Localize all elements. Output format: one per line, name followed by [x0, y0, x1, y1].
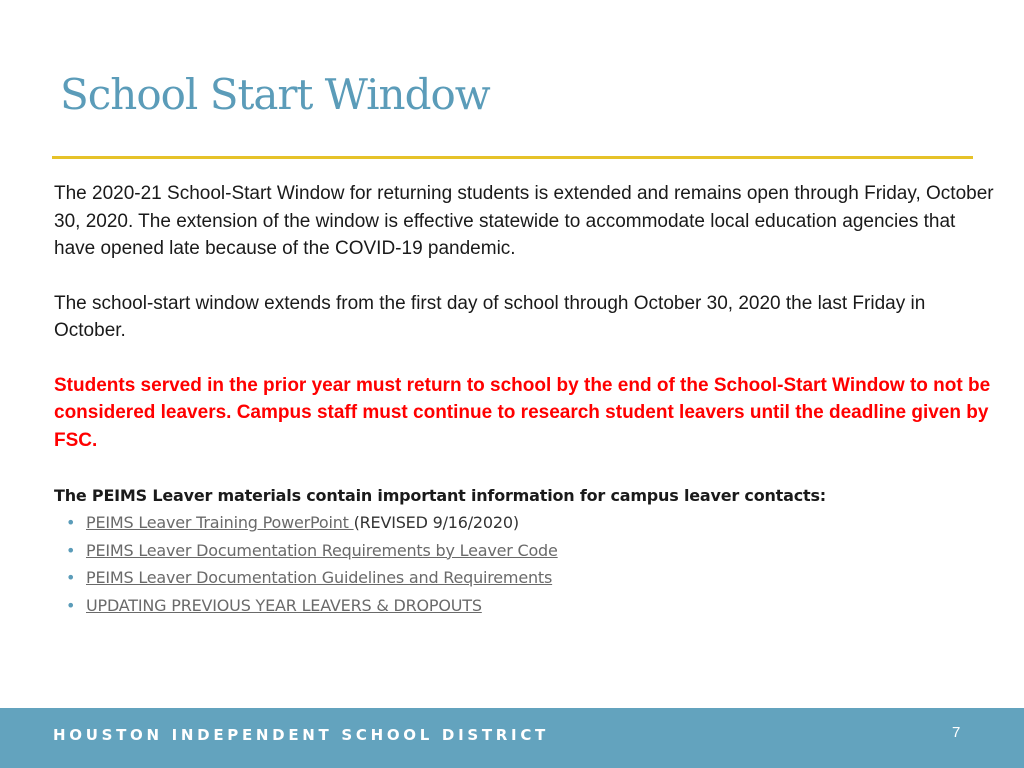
page-number: 7: [952, 724, 961, 741]
list-item: [66, 537, 994, 565]
list-item: [66, 509, 994, 537]
updating-leavers-dropouts-link[interactable]: UPDATING PREVIOUS YEAR LEAVERS & DROPOUTS: [86, 595, 482, 615]
documentation-guidelines-link[interactable]: PEIMS Leaver Documentation Guidelines and Requirements: [86, 568, 553, 587]
slide-body: [54, 180, 994, 619]
list-item: [66, 564, 994, 592]
documentation-requirements-link[interactable]: PEIMS Leaver Documentation Requirements by Leaver Code: [86, 540, 558, 560]
leaver-warning-paragraph: Students served in the prior year must return to school by the end of the School-Start Window to not be considered leavers. Campus staff must continue to research student leavers until the deadline given by FSC.: [54, 374, 991, 451]
materials-link-list: [54, 509, 994, 619]
materials-heading: The PEIMS Leaver materials contain important information for campus leaver contacts:: [54, 486, 826, 505]
training-powerpoint-link[interactable]: PEIMS Leaver Training PowerPoint: [86, 513, 354, 532]
extension-paragraph: The 2020-21 School-Start Window for returning students is extended and remains open through Friday, October 30, 2020. The extension of the window is effective statewide to accommodate local education agencies that have opened late because of the COVID-19 pandemic.: [54, 183, 994, 259]
bullet-icon: •: [66, 540, 76, 560]
list-item: [66, 592, 994, 620]
revised-date-note: (REVISED 9/16/2020): [353, 513, 519, 532]
bullet-icon: •: [66, 595, 76, 615]
window-range-paragraph: The school-start window extends from the first day of school through October 30, 2020 the last Friday in October.: [54, 292, 926, 341]
bullet-icon: •: [66, 513, 76, 532]
footer-bar: [0, 708, 1024, 768]
district-name: HOUSTON INDEPENDENT SCHOOL DISTRICT: [53, 726, 549, 744]
slide-title: School Start Window: [60, 70, 490, 119]
title-divider: [52, 156, 973, 159]
materials-section: [54, 482, 994, 619]
bullet-icon: •: [66, 568, 76, 587]
